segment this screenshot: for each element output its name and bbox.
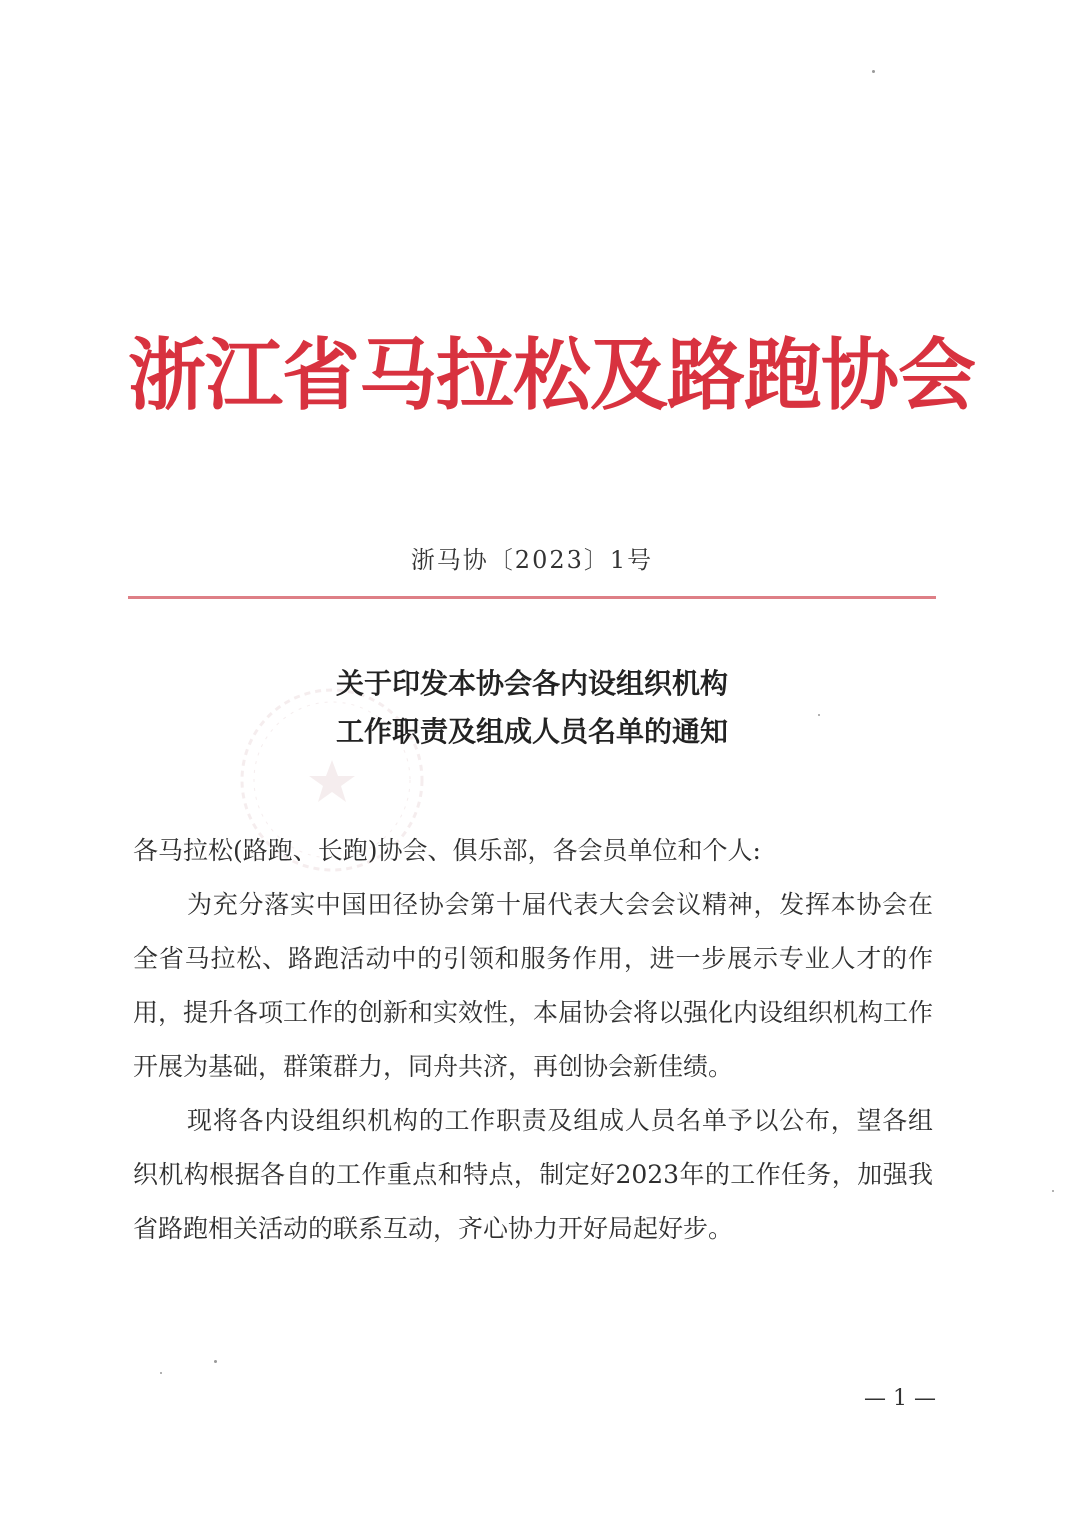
red-divider-line [128,596,936,599]
document-title-line-1: 关于印发本协会各内设组织机构 [335,667,728,700]
organization-masthead: 浙江省马拉松及路跑协会 [128,331,976,421]
scan-speck [818,714,820,716]
document-title [128,660,936,756]
document-number: 浙马协〔2023〕1号 [410,546,654,574]
body-paragraph-2: 现将各内设组织机构的工作职责及组成人员名单予以公布，望各组织机构根据各自的工作重点和特点，制定好2023年的工作任务，加强我省路跑相关活动的联系互动，齐心协力开好局起好步。 [133,1106,933,1243]
body-paragraph-1: 为充分落实中国田径协会第十届代表大会会议精神，发挥本协会在全省马拉松、路跑活动中的引领和服务作用，进一步展示专业人才的作用，提升各项工作的创新和实效性，本届协会将以强化内设组织机构工作开展为基础，群策群力，同舟共济，再创协会新佳绩。 [133,890,934,1081]
scan-speck [160,1372,162,1374]
document-body [133,824,933,1256]
scan-speck [214,1360,217,1363]
scan-speck [872,70,875,73]
page-number: — 1 — [864,1386,936,1411]
salutation: 各马拉松(路跑、长跑)协会、俱乐部，各会员单位和个人: [133,836,761,865]
scan-speck [1052,1190,1054,1192]
document-title-line-2: 工作职责及组成人员名单的通知 [335,715,728,748]
